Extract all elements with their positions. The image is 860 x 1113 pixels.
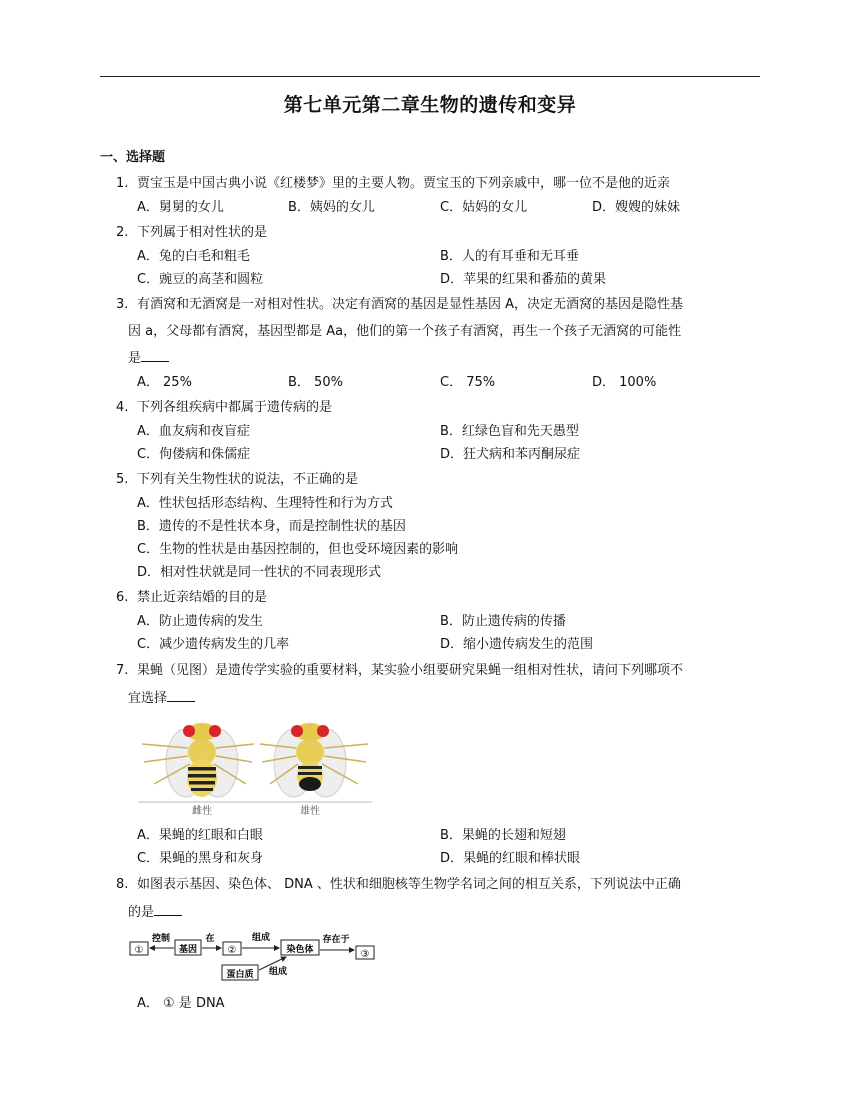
question-text-line1: 如图表示基因、染色体、 DNA 、性状和细胞核等生物学名词之间的相互关系，下列说法中正确 [137, 877, 681, 892]
option-a[interactable]: A．兔的白毛和粗毛 [137, 249, 250, 264]
question-text-line2: 因 a，父母都有酒窝，基因型都是 Aa，他们的第一个孩子有酒窝，再生一个孩子无酒窝的可能性 [128, 324, 682, 339]
question-number: 5. [116, 472, 129, 487]
question-number: 8. [116, 877, 129, 892]
option-d[interactable]: D． 100% [592, 375, 657, 390]
option-c[interactable]: C．生物的性状是由基因控制的，但也受环境因素的影响 [137, 542, 459, 557]
option-d[interactable]: D．果蝇的红眼和棒状眼 [440, 851, 581, 866]
section-heading: 一、选择题 [100, 150, 166, 165]
question-text: 下列有关生物性状的说法，不正确的是 [137, 472, 359, 487]
male-fly-icon [260, 723, 368, 797]
arrow-label-compose: 组成 [251, 933, 271, 943]
male-label: 雄性 [300, 806, 320, 817]
option-d[interactable]: D．嫂嫂的妹妹 [592, 200, 681, 215]
option-c[interactable]: C．姑妈的女儿 [440, 200, 528, 215]
option-a[interactable]: A． 25% [137, 375, 192, 390]
option-b[interactable]: B．人的有耳垂和无耳垂 [440, 249, 579, 264]
question-text-line3: 是 [128, 349, 169, 368]
option-c[interactable]: C．佝偻病和侏儒症 [137, 447, 251, 462]
answer-blank[interactable] [167, 689, 195, 702]
question-number: 2. [116, 225, 129, 240]
answer-blank[interactable] [141, 349, 169, 362]
question-text: 禁止近亲结婚的目的是 [137, 590, 268, 605]
option-d[interactable]: D．缩小遗传病发生的范围 [440, 637, 594, 652]
arrow-label-control: 控制 [151, 934, 171, 944]
option-a[interactable]: A．防止遗传病的发生 [137, 614, 263, 629]
option-b[interactable]: B． 50% [288, 375, 343, 390]
question-number: 7. [116, 663, 129, 678]
female-fly-icon [142, 723, 254, 797]
answer-blank[interactable] [154, 903, 182, 916]
box-chromosome-label: 染色体 [286, 945, 314, 955]
option-c[interactable]: C．减少遗传病发生的几率 [137, 637, 290, 652]
option-c[interactable]: C． 75% [440, 375, 496, 390]
top-rule [100, 76, 760, 77]
question-text: 下列各组疾病中都属于遗传病的是 [137, 400, 333, 415]
box-protein-label: 蛋白质 [226, 970, 254, 980]
question-number: 4. [116, 400, 129, 415]
box-2-label: ② [227, 945, 237, 956]
option-b[interactable]: B．遗传的不是性状本身，而是控制性状的基因 [137, 519, 406, 534]
option-a[interactable]: A．舅舅的女儿 [137, 200, 224, 215]
arrow-label-exist-in: 存在于 [322, 935, 350, 945]
question-number: 1. [116, 176, 129, 191]
arrow-label-compose-2: 组成 [268, 967, 288, 977]
option-b[interactable]: B．防止遗传病的传播 [440, 614, 566, 629]
option-a[interactable]: A．果蝇的红眼和白眼 [137, 828, 263, 843]
female-label: 雌性 [192, 806, 212, 817]
question-text-line2: 的是 [128, 903, 182, 922]
relationship-diagram [128, 928, 380, 984]
question-number: 3. [116, 297, 129, 312]
question-number: 6. [116, 590, 129, 605]
option-c[interactable]: C．豌豆的高茎和圆粒 [137, 272, 264, 287]
option-c[interactable]: C．果蝇的黑身和灰身 [137, 851, 264, 866]
option-b[interactable]: B．红绿色盲和先天愚型 [440, 424, 579, 439]
arrow-label-in: 在 [205, 934, 215, 944]
question-text-line2: 宜选择 [128, 689, 195, 708]
page-title: 第七单元第二章生物的遗传和变异 [283, 94, 577, 116]
fruit-fly-figure [136, 718, 376, 818]
option-d[interactable]: D．狂犬病和苯丙酮尿症 [440, 447, 581, 462]
option-a[interactable]: A． ① 是 DNA [137, 996, 225, 1011]
question-text: 贾宝玉是中国古典小说《红楼梦》里的主要人物。贾宝玉的下列亲戚中，哪一位不是他的近亲 [137, 176, 671, 191]
question-text-line1: 果蝇（见图）是遗传学实验的重要材料，某实验小组要研究果蝇一组相对性状，请问下列哪项不 [137, 663, 684, 678]
option-a[interactable]: A．性状包括形态结构、生理特性和行为方式 [137, 496, 393, 511]
option-a[interactable]: A．血友病和夜盲症 [137, 424, 250, 439]
box-gene-label: 基因 [178, 945, 198, 955]
box-1-label: ① [134, 945, 144, 956]
option-b[interactable]: B．果蝇的长翅和短翅 [440, 828, 566, 843]
option-d[interactable]: D．苹果的红果和番茄的黄果 [440, 272, 607, 287]
box-3-label: ③ [360, 949, 370, 960]
option-b[interactable]: B．姨妈的女儿 [288, 200, 375, 215]
option-d[interactable]: D．相对性状就是同一性状的不同表现形式 [137, 565, 382, 580]
question-text-line1: 有酒窝和无酒窝是一对相对性状。决定有酒窝的基因是显性基因 A，决定无酒窝的基因是隐性基 [137, 297, 684, 312]
question-text: 下列属于相对性状的是 [137, 225, 268, 240]
